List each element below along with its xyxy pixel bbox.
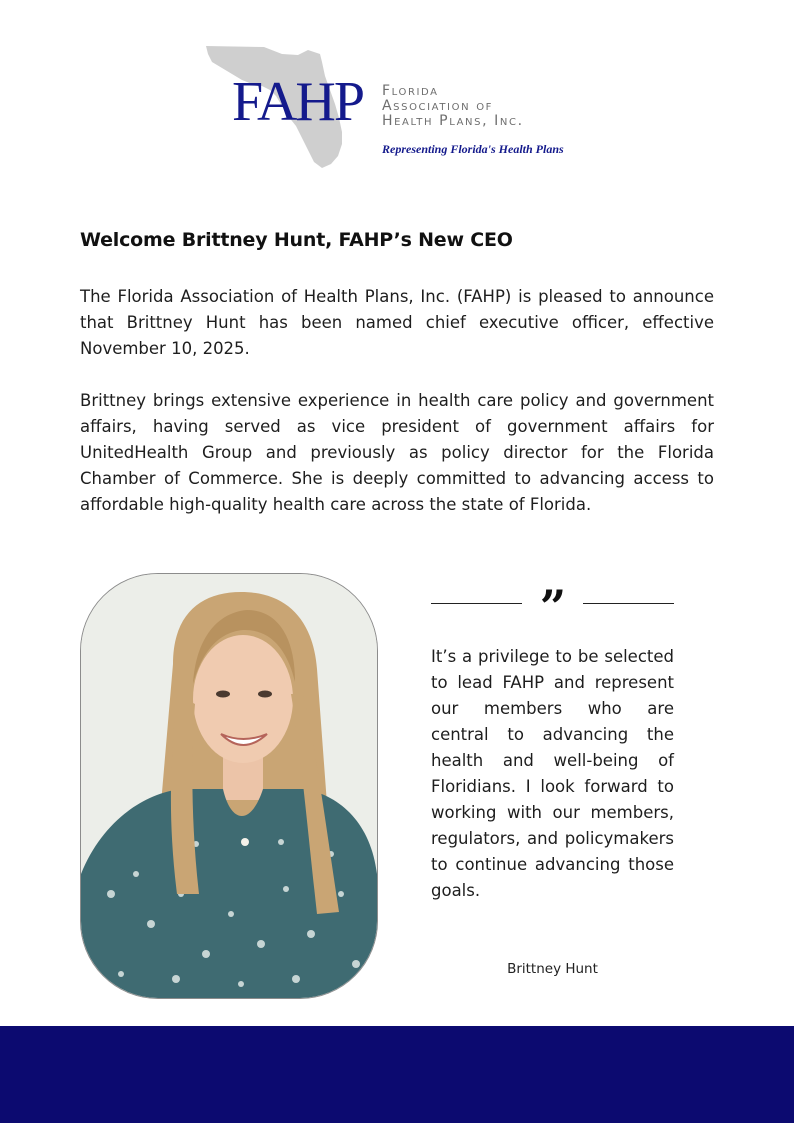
ceo-quote-text: It’s a privilege to be selected to lead FAHP and represent our members who are central to advancing the health and well-being of Floridians. I look forward to working with our members, regulators, and policymakers to continue advancing those goals.: [431, 647, 674, 900]
footer-band: [0, 1026, 794, 1123]
logo-name-line: Florida: [382, 83, 439, 99]
quote-divider-right: [583, 603, 674, 604]
quote-mark-icon: ”: [539, 580, 567, 634]
logo-org-name: [382, 84, 524, 129]
ceo-portrait-photo: [80, 573, 378, 999]
logo-name-line: Health Plans, Inc.: [382, 113, 524, 129]
quote-divider-left: [431, 603, 522, 604]
fahp-logo: [204, 44, 594, 170]
article-paragraph: The Florida Association of Health Plans, Inc. (FAHP) is pleased to announce that Brittney Hunt has been named chief executive officer, effective November 10, 2025.: [80, 287, 714, 358]
article-paragraph: Brittney brings extensive experience in health care policy and government affairs, having served as vice president of government affairs for UnitedHealth Group and previously as policy director for the Florida Chamber of Commerce. She is deeply committed to advancing access to affordable high-quality health care across the state of Florida.: [80, 391, 714, 514]
logo-name-line: Association of: [382, 98, 494, 114]
logo-tagline: Representing Florida's Health Plans: [382, 142, 564, 156]
logo-acronym: FAHP: [232, 71, 364, 133]
quote-attribution: Brittney Hunt: [507, 961, 598, 977]
article-headline: Welcome Brittney Hunt, FAHP’s New CEO: [80, 229, 513, 251]
portrait-illustration: [81, 574, 377, 998]
